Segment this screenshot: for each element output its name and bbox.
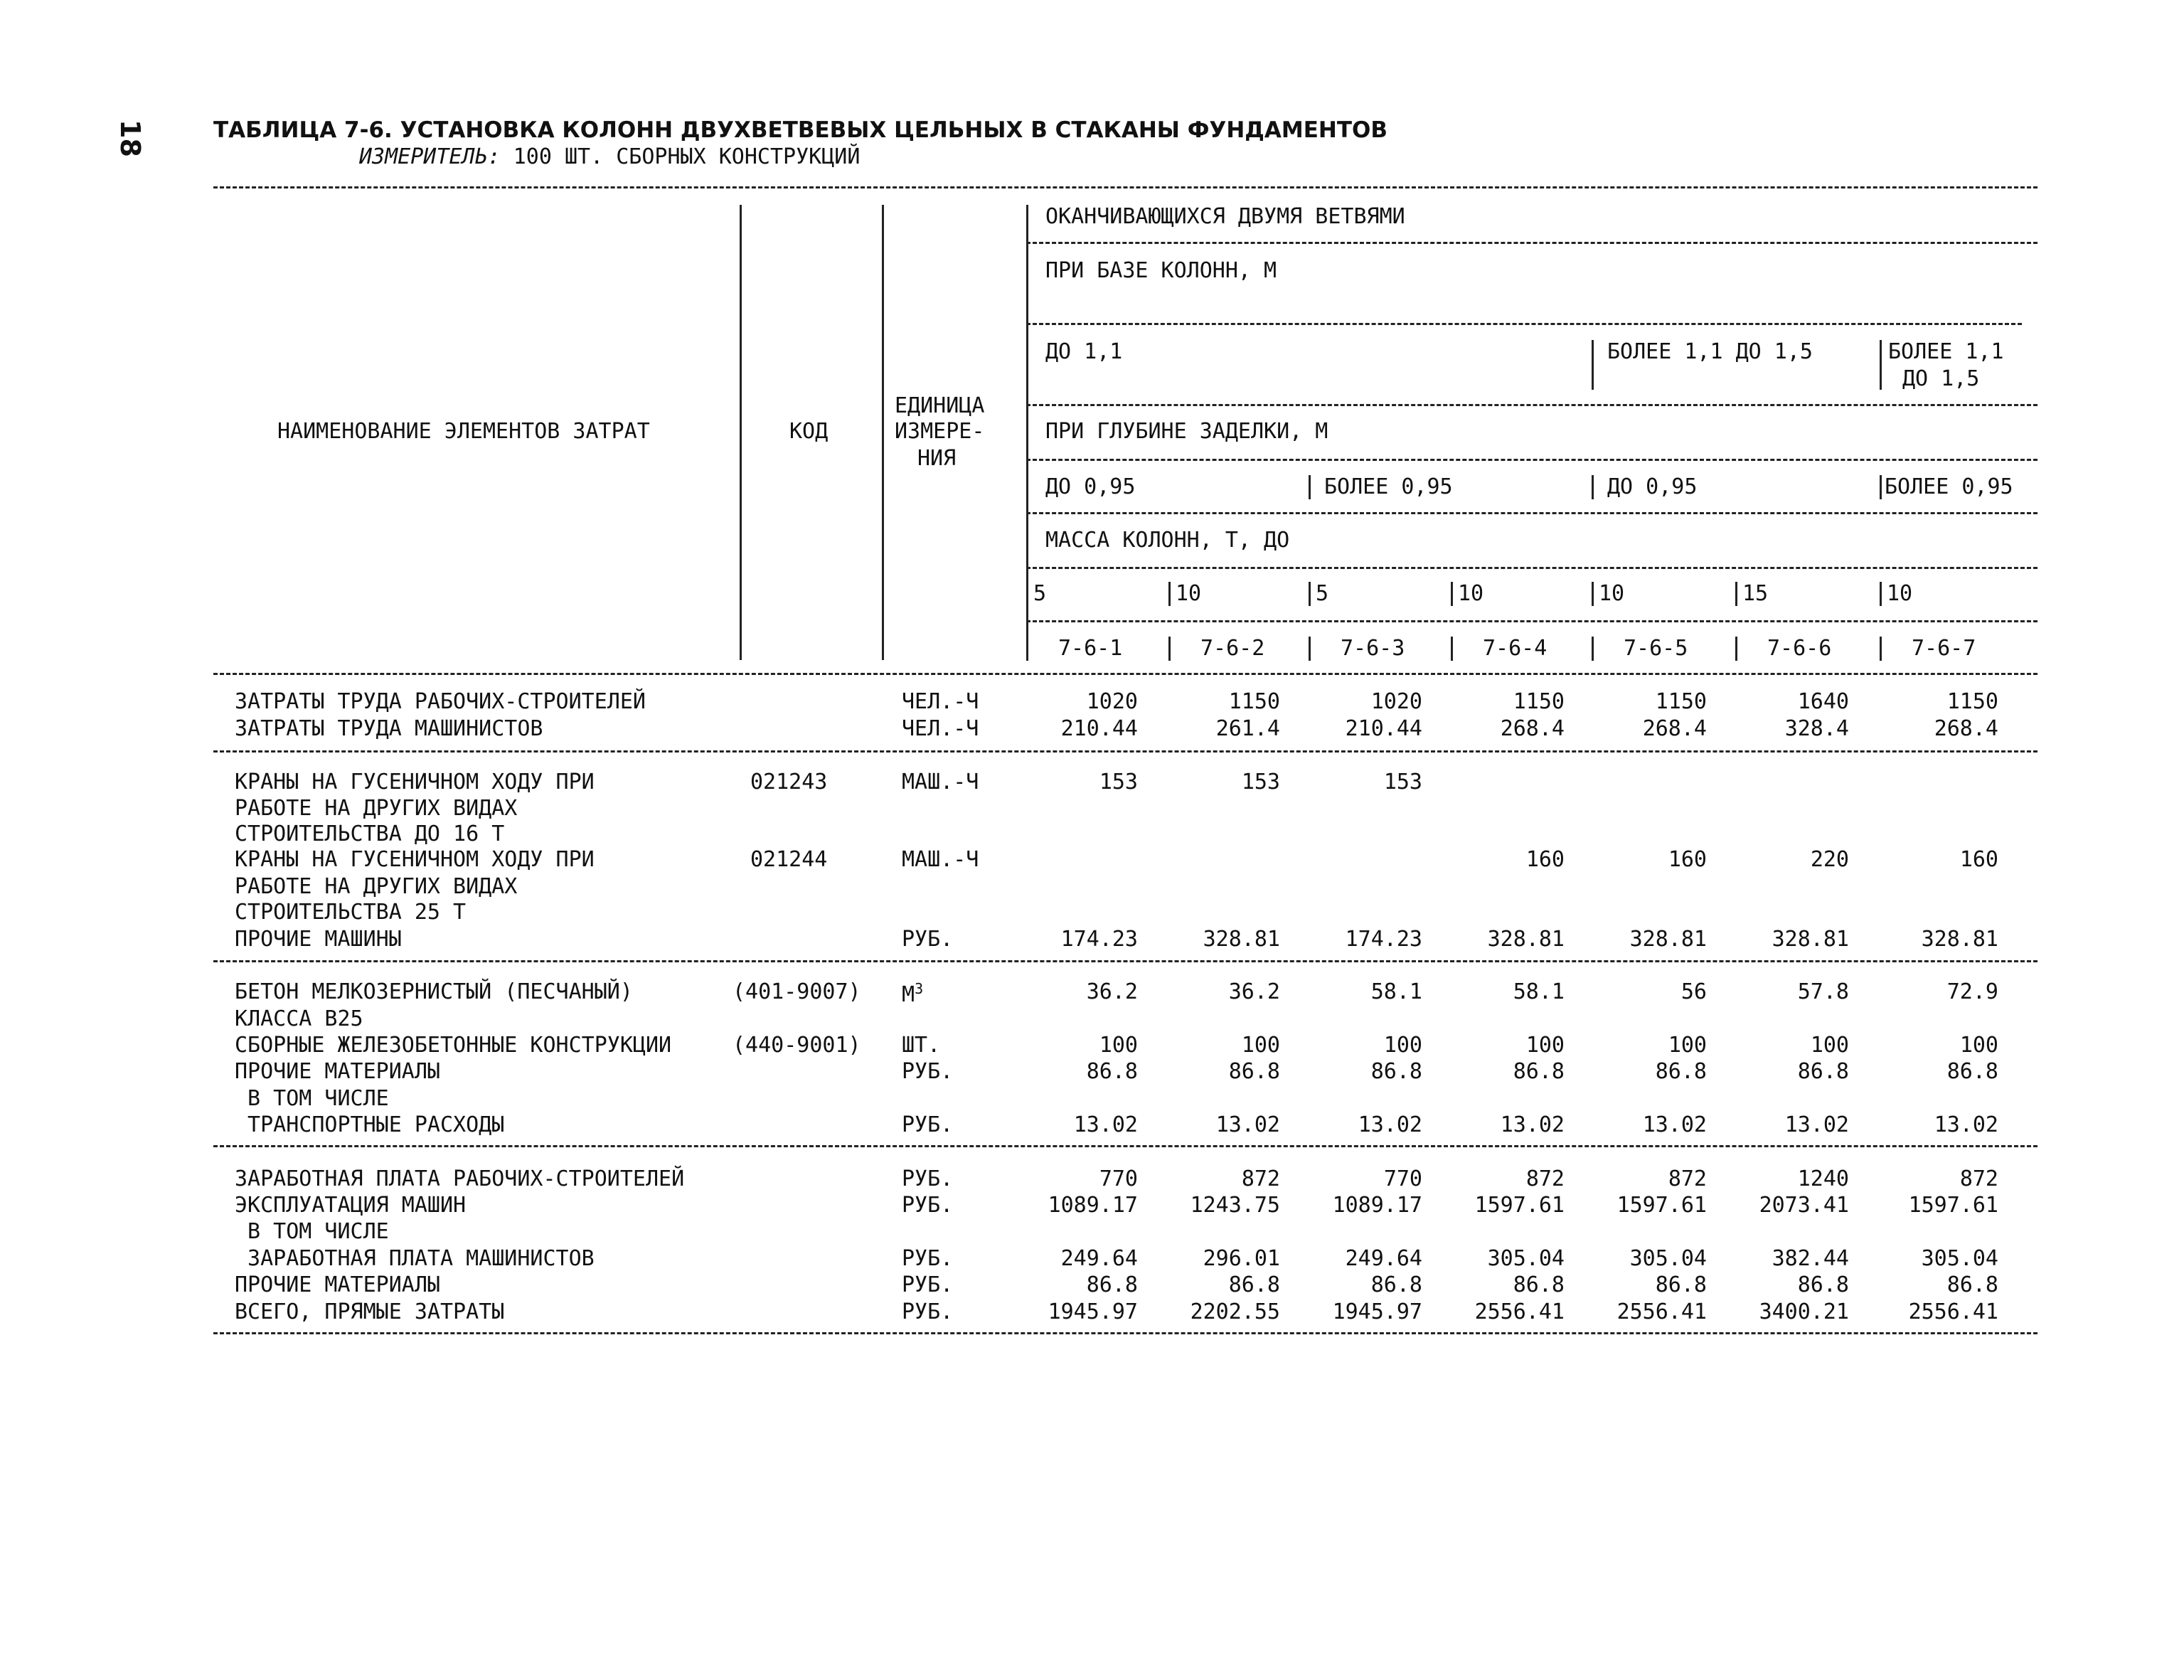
row-unit: РУБ. [902,1166,954,1191]
row-value: 153 [1383,770,1422,794]
row-name: СТРОИТЕЛЬСТВА ДО 16 Т [235,822,505,846]
row-unit: ЧЕЛ.-Ч [902,716,979,741]
row-value: 160 [1959,847,1998,872]
header-name-col: НАИМЕНОВАНИЕ ЭЛЕМЕНТОВ ЗАТРАТ [277,419,650,444]
row-name: КРАНЫ НА ГУСЕНИЧНОМ ХОДУ ПРИ [235,847,595,872]
mass-divider [1168,582,1171,606]
rule-sect-2 [213,960,2037,962]
header-base: ПРИ БАЗЕ КОЛОНН, М [1045,258,1277,283]
rule-bottom [213,1332,2037,1334]
row-value: 100 [1525,1033,1565,1058]
depth-divider-1 [1309,475,1311,499]
row-value: 1243.75 [1190,1193,1280,1218]
measure-line [359,144,861,169]
row-value: 1089.17 [1332,1193,1422,1218]
code-divider [1592,637,1594,661]
mass-value: 10 [1887,581,1913,606]
row-value: 100 [1959,1033,1998,1058]
row-value: 58.1 [1370,979,1422,1004]
row-name: СБОРНЫЕ ЖЕЛЕЗОБЕТОННЫЕ КОНСТРУКЦИИ [235,1033,672,1058]
code-divider [1735,637,1737,661]
row-value: 268.4 [1500,716,1565,741]
rule-h1 [1026,242,2037,244]
col-divider-unit [882,205,884,660]
row-value: 1150 [1655,689,1707,714]
row-name: ЗАРАБОТНАЯ ПЛАТА РАБОЧИХ-СТРОИТЕЛЕЙ [235,1166,685,1191]
rule-h3 [1026,404,2037,406]
depth-divider-2 [1592,475,1594,499]
row-code: 021243 [750,770,828,794]
row-value: 100 [1668,1033,1707,1058]
column-code: 7-6-6 [1767,636,1832,661]
row-name: В ТОМ ЧИСЛЕ [235,1219,389,1244]
row-code: (401-9007) [733,979,861,1004]
row-unit: РУБ. [902,927,954,952]
row-value: 305.04 [1629,1246,1707,1271]
row-value: 3400.21 [1759,1299,1849,1324]
header-depth-3: ДО 0,95 [1607,474,1698,499]
row-value: 220 [1810,847,1849,872]
row-value: 100 [1810,1033,1849,1058]
row-value: 86.8 [1513,1272,1565,1297]
row-value: 1945.97 [1048,1299,1138,1324]
row-value: 1597.61 [1474,1193,1565,1218]
row-value: 160 [1525,847,1565,872]
header-depth-1: ДО 0,95 [1045,474,1136,499]
code-divider [1168,637,1171,661]
row-value: 86.8 [1946,1272,1998,1297]
row-name: ЗАТРАТЫ ТРУДА РАБОЧИХ-СТРОИТЕЛЕЙ [235,689,646,714]
header-mass: МАССА КОЛОНН, Т, ДО [1045,528,1290,553]
row-value: 13.02 [1934,1112,1998,1137]
header-base-2: БОЛЕЕ 1,1 ДО 1,5 [1607,339,1813,364]
row-value: 86.8 [1086,1272,1138,1297]
header-base-3b: ДО 1,5 [1902,366,1980,391]
row-unit: РУБ. [902,1246,954,1271]
code-divider [1309,637,1311,661]
row-value: 296.01 [1203,1246,1280,1271]
header-depth-4: БОЛЕЕ 0,95 [1885,474,2013,499]
row-value: 174.23 [1345,927,1422,952]
header-unit-line2: ИЗМЕРЕ- [895,419,985,444]
row-value: 1020 [1086,689,1138,714]
header-depth: ПРИ ГЛУБИНЕ ЗАДЕЛКИ, М [1045,419,1328,444]
row-value: 13.02 [1073,1112,1138,1137]
row-value: 249.64 [1345,1246,1422,1271]
row-name: КЛАССА В25 [235,1006,363,1031]
header-code-col: КОД [789,419,829,444]
row-value: 328.81 [1921,927,1998,952]
column-code: 7-6-2 [1200,636,1265,661]
rule-h2 [1026,323,2022,325]
row-value: 249.64 [1060,1246,1138,1271]
row-value: 72.9 [1946,979,1998,1004]
row-value: 1150 [1946,689,1998,714]
row-unit: РУБ. [902,1272,954,1297]
rule-h5 [1026,512,2037,514]
header-base-1: ДО 1,1 [1045,339,1123,364]
row-value: 100 [1099,1033,1138,1058]
header-unit-line1: ЕДИНИЦА [895,393,985,418]
row-value: 328.81 [1629,927,1707,952]
mass-value: 10 [1599,581,1625,606]
mass-divider [1309,582,1311,606]
row-value: 770 [1099,1166,1138,1191]
row-value: 1945.97 [1332,1299,1422,1324]
row-value: 770 [1383,1166,1422,1191]
depth-divider-3 [1880,475,1882,499]
header-unit-line3: НИЯ [917,446,957,471]
row-value: 2202.55 [1190,1299,1280,1324]
row-name: ЗАРАБОТНАЯ ПЛАТА МАШИНИСТОВ [235,1246,595,1271]
row-code: (440-9001) [733,1033,861,1058]
row-unit: РУБ. [902,1112,954,1137]
row-value: 305.04 [1921,1246,1998,1271]
row-value: 86.8 [1086,1059,1138,1084]
measure-value: 100 ШТ. СБОРНЫХ КОНСТРУКЦИЙ [513,144,861,169]
row-value: 86.8 [1228,1059,1280,1084]
row-value: 1020 [1370,689,1422,714]
row-unit: МАШ.-Ч [902,770,979,794]
mass-value: 5 [1033,581,1047,606]
row-value: 58.1 [1513,979,1565,1004]
row-code: 021244 [750,847,828,872]
row-value: 86.8 [1370,1272,1422,1297]
row-value: 13.02 [1642,1112,1707,1137]
row-value: 268.4 [1934,716,1998,741]
header-base-3a: БОЛЕЕ 1,1 [1888,339,2004,364]
header-depth-2: БОЛЕЕ 0,95 [1324,474,1453,499]
measure-label: ИЗМЕРИТЕЛЬ: [359,144,501,169]
row-value: 86.8 [1655,1272,1707,1297]
row-name: ВСЕГО, ПРЯМЫЕ ЗАТРАТЫ [235,1299,505,1324]
mass-value: 10 [1458,581,1484,606]
row-name: КРАНЫ НА ГУСЕНИЧНОМ ХОДУ ПРИ [235,770,595,794]
col-divider-code [740,205,742,660]
page-number: 18 [114,119,146,157]
mass-divider [1451,582,1453,606]
mass-divider [1592,582,1594,606]
row-name: РАБОТЕ НА ДРУГИХ ВИДАХ [235,874,518,899]
rule-sect-3 [213,1145,2037,1147]
row-unit: РУБ. [902,1193,954,1218]
code-divider [1451,637,1453,661]
row-name: ЭКСПЛУАТАЦИЯ МАШИН [235,1193,467,1218]
row-value: 100 [1241,1033,1280,1058]
mass-divider [1735,582,1737,606]
row-value: 86.8 [1946,1059,1998,1084]
column-code: 7-6-1 [1058,636,1123,661]
row-name: ТРАНСПОРТНЫЕ РАСХОДЫ [235,1112,505,1137]
row-value: 210.44 [1060,716,1138,741]
row-value: 2073.41 [1759,1193,1849,1218]
row-value: 210.44 [1345,716,1422,741]
row-value: 13.02 [1358,1112,1422,1137]
row-value: 1150 [1513,689,1565,714]
row-value: 56 [1680,979,1707,1004]
row-name: РАБОТЕ НА ДРУГИХ ВИДАХ [235,796,518,821]
row-value: 86.8 [1370,1059,1422,1084]
row-value: 153 [1099,770,1138,794]
row-value: 86.8 [1228,1272,1280,1297]
row-value: 872 [1241,1166,1280,1191]
row-value: 328.81 [1772,927,1849,952]
row-value: 86.8 [1513,1059,1565,1084]
row-value: 13.02 [1500,1112,1565,1137]
row-value: 1597.61 [1616,1193,1707,1218]
row-name: ПРОЧИЕ МАШИНЫ [235,927,402,952]
row-name: СТРОИТЕЛЬСТВА 25 Т [235,900,467,925]
column-code: 7-6-7 [1912,636,1976,661]
row-value: 100 [1383,1033,1422,1058]
row-value: 872 [1668,1166,1707,1191]
row-value: 328.81 [1203,927,1280,952]
row-value: 2556.41 [1474,1299,1565,1324]
column-code: 7-6-5 [1624,636,1688,661]
row-value: 160 [1668,847,1707,872]
row-unit: $М^3$ [902,980,924,1007]
header-ending: ОКАНЧИВАЮЩИХСЯ ДВУМЯ ВЕТВЯМИ [1045,204,1405,229]
rule-sect-1 [213,750,2037,753]
code-divider [1026,637,1028,661]
row-value: 1240 [1797,1166,1849,1191]
row-value: 268.4 [1642,716,1707,741]
base-divider-2 [1880,340,1882,390]
row-value: 382.44 [1772,1246,1849,1271]
row-unit: ШТ. [902,1033,941,1058]
row-value: 1150 [1228,689,1280,714]
row-value: 36.2 [1228,979,1280,1004]
row-value: 328.81 [1487,927,1565,952]
row-value: 1640 [1797,689,1849,714]
row-value: 36.2 [1086,979,1138,1004]
mass-value: 15 [1742,581,1769,606]
row-value: 13.02 [1784,1112,1849,1137]
row-name: ПРОЧИЕ МАТЕРИАЛЫ [235,1059,440,1084]
mass-value: 5 [1316,581,1329,606]
base-divider-1 [1592,340,1594,390]
code-divider [1880,637,1882,661]
row-value: 86.8 [1797,1272,1849,1297]
rule-h7 [1026,620,2037,622]
row-name: В ТОМ ЧИСЛЕ [235,1086,389,1111]
column-code: 7-6-4 [1483,636,1548,661]
row-value: 261.4 [1215,716,1280,741]
row-value: 2556.41 [1908,1299,1998,1324]
row-value: 1089.17 [1048,1193,1138,1218]
table-title: ТАБЛИЦА 7-6. УСТАНОВКА КОЛОНН ДВУХВЕТВЕВЫХ ЦЕЛЬНЫХ В СТАКАНЫ ФУНДАМЕНТОВ [213,117,1387,143]
mass-value: 10 [1176,581,1202,606]
rule-top [213,186,2037,188]
row-name: ПРОЧИЕ МАТЕРИАЛЫ [235,1272,440,1297]
row-value: 174.23 [1060,927,1138,952]
row-value: 153 [1241,770,1280,794]
row-name: БЕТОН МЕЛКОЗЕРНИСТЫЙ (ПЕСЧАНЫЙ) [235,979,633,1004]
rule-h4 [1026,459,2037,461]
row-value: 57.8 [1797,979,1849,1004]
row-value: 2556.41 [1616,1299,1707,1324]
row-value: 1597.61 [1908,1193,1998,1218]
row-value: 328.4 [1784,716,1849,741]
row-unit: ЧЕЛ.-Ч [902,689,979,714]
row-value: 86.8 [1655,1059,1707,1084]
row-name: ЗАТРАТЫ ТРУДА МАШИНИСТОВ [235,716,543,741]
column-code: 7-6-3 [1341,636,1405,661]
row-value: 872 [1525,1166,1565,1191]
rule-h6 [1026,567,2037,569]
row-value: 86.8 [1797,1059,1849,1084]
row-unit: РУБ. [902,1299,954,1324]
row-value: 305.04 [1487,1246,1565,1271]
rule-header-bottom [213,673,2037,675]
row-value: 13.02 [1215,1112,1280,1137]
mass-divider [1880,582,1882,606]
row-value: 872 [1959,1166,1998,1191]
row-unit: РУБ. [902,1059,954,1084]
mass-divider [1026,582,1028,606]
row-unit: МАШ.-Ч [902,847,979,872]
